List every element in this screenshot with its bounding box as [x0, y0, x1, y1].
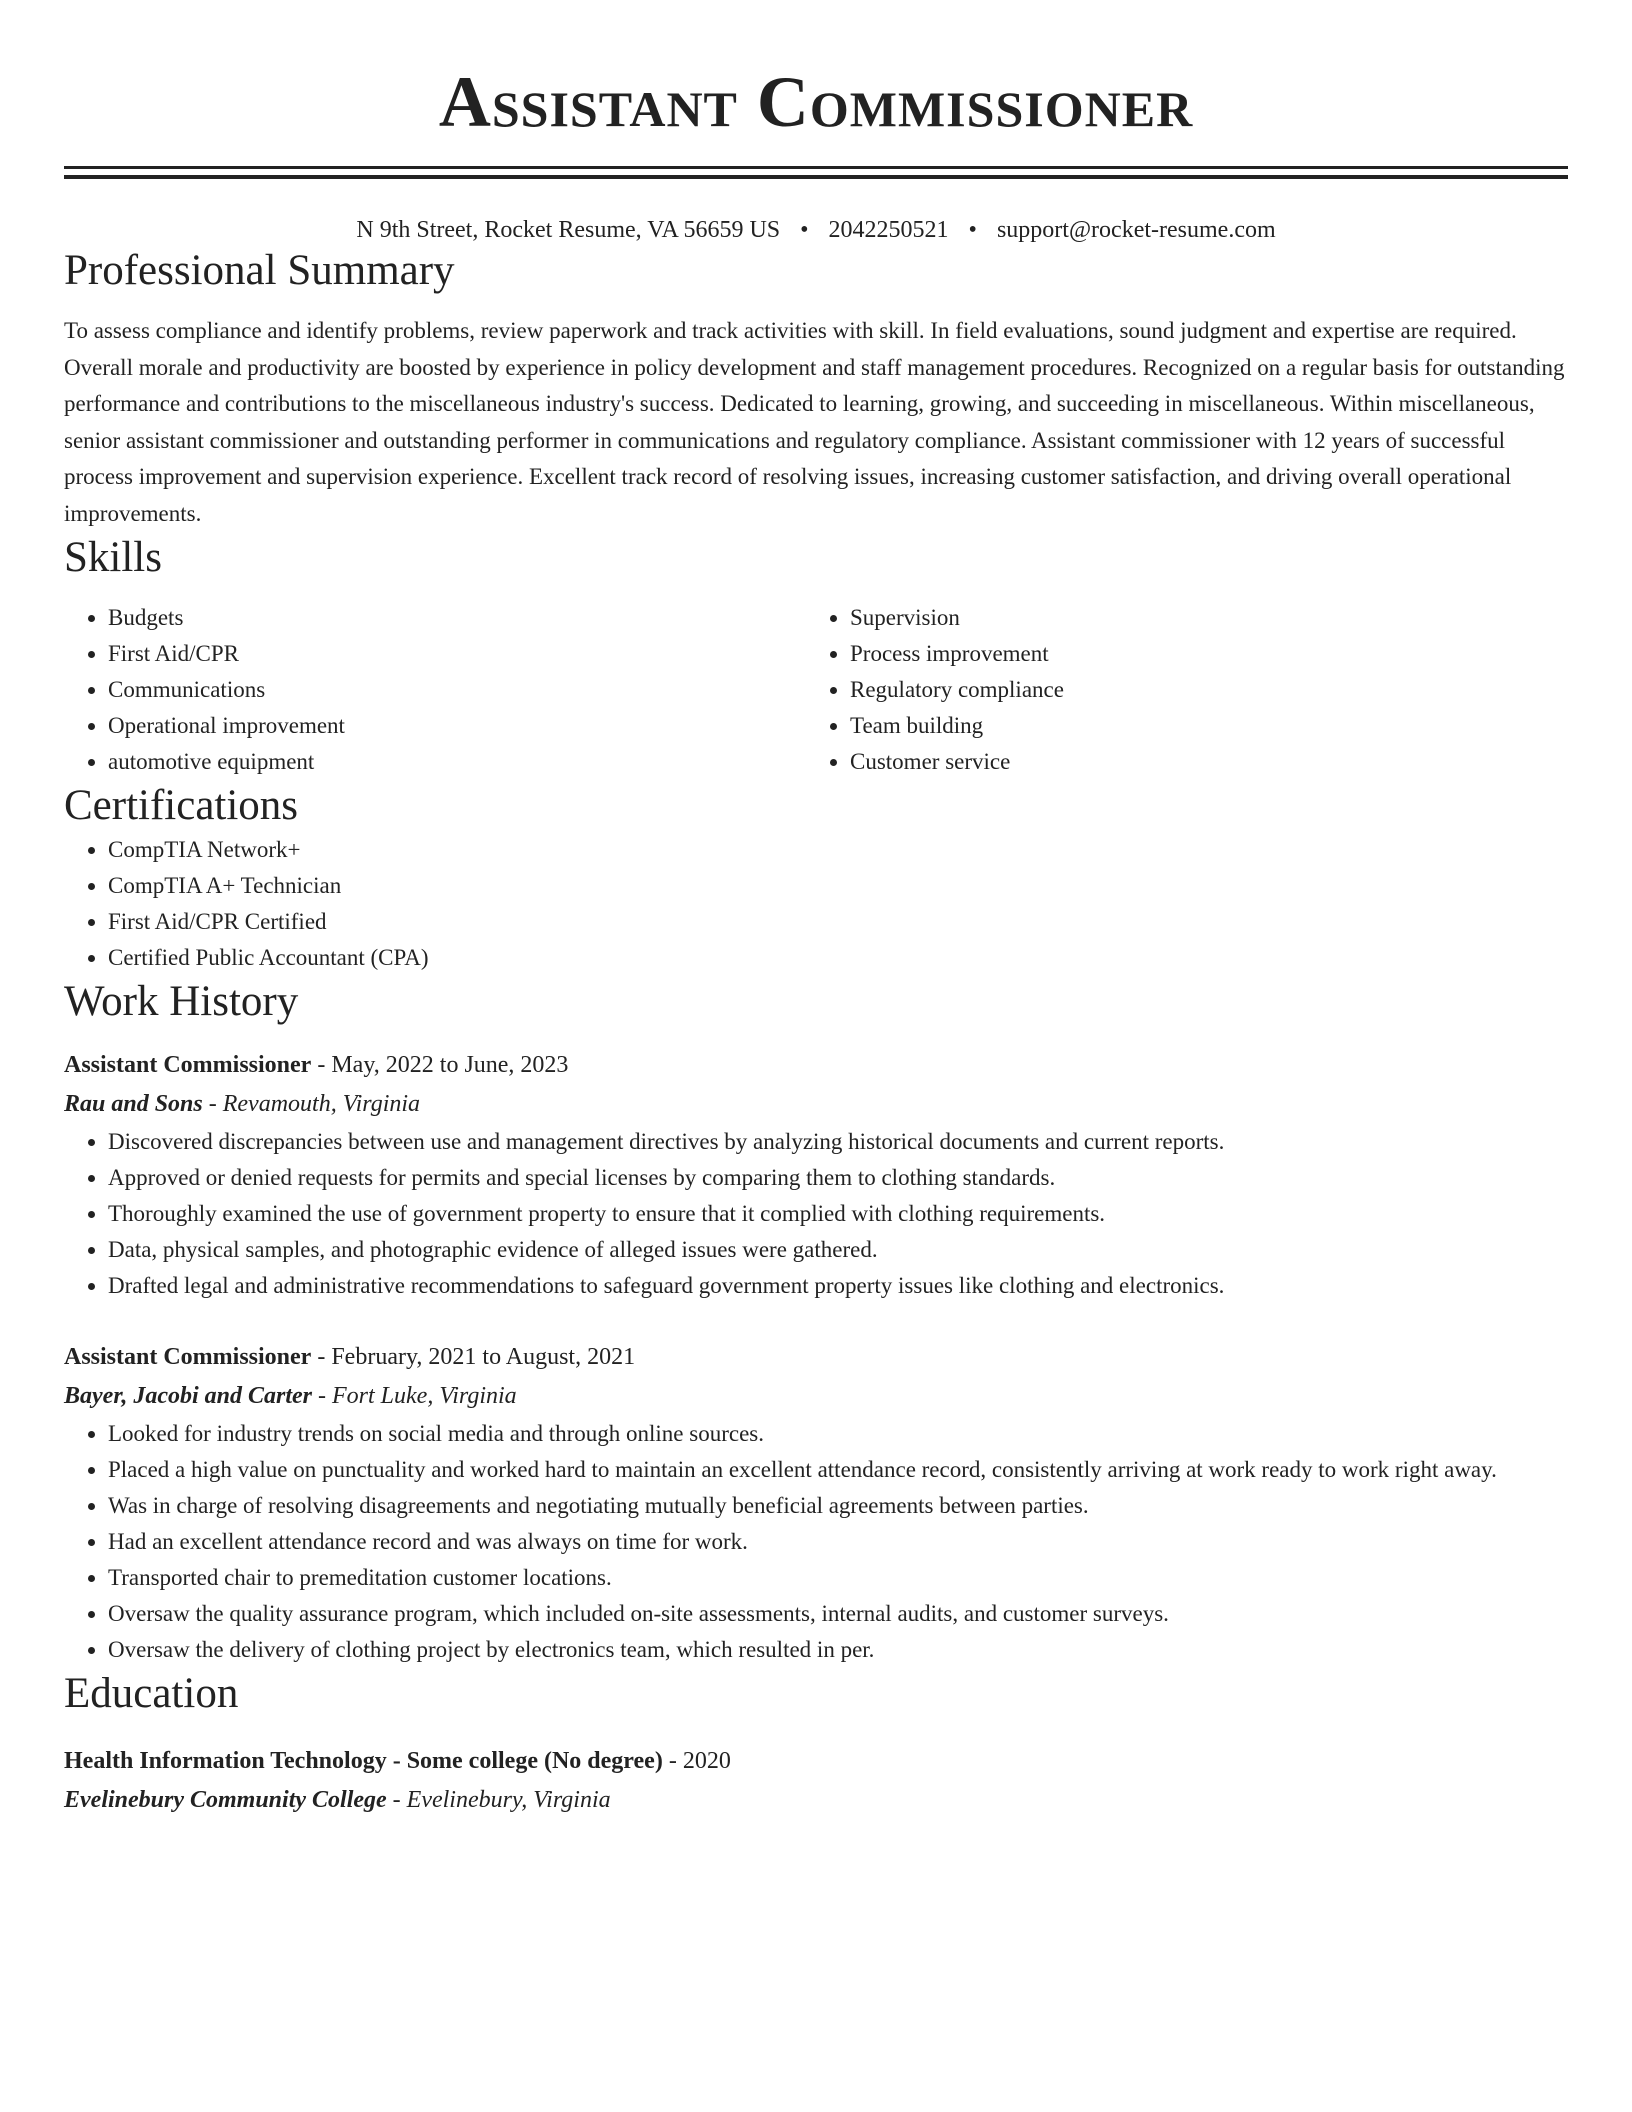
education-heading: Education — [64, 1670, 239, 1717]
certifications-heading: Certifications — [64, 782, 299, 829]
job-duty: • Discovered discrepancies between use and management directives by analyzing historical documents and current reports. — [108, 1124, 1568, 1160]
job-dates: - February, 2021 to August, 2021 — [311, 1344, 636, 1370]
job-duty: • Drafted legal and administrative recommendations to safeguard government property issues like clothing and electronics. — [108, 1268, 1568, 1304]
skill-item: • Process improvement — [850, 636, 1548, 672]
education-entry — [64, 1742, 1568, 1820]
job-duty: • Oversaw the quality assurance program, which included on-site assessments, internal audits, and customer surveys. — [108, 1596, 1568, 1632]
skills-list-left — [64, 600, 806, 780]
job-location: - Fort Luke, Virginia — [312, 1383, 517, 1409]
education-location: - Evelinebury, Virginia — [386, 1787, 611, 1813]
resume-name: Assistant Commissioner — [438, 62, 1194, 142]
skill-item: • Customer service — [850, 744, 1548, 780]
job-duty: • Looked for industry trends on social media and through online sources. — [108, 1416, 1568, 1452]
contact-phone: 2042250521 — [828, 217, 949, 243]
skill-item: • Operational improvement — [108, 708, 806, 744]
job-company: Bayer, Jacobi and Carter — [64, 1383, 313, 1409]
skill-item: • First Aid/CPR — [108, 636, 806, 672]
certifications-list — [64, 832, 1568, 976]
skill-item: • Team building — [850, 708, 1548, 744]
header-rule-bottom — [64, 175, 1568, 179]
skill-item: • automotive equipment — [108, 744, 806, 780]
skills-column-left — [64, 600, 806, 780]
certification-item: • Certified Public Accountant (CPA) — [108, 940, 1568, 976]
certification-item: • First Aid/CPR Certified — [108, 904, 1568, 940]
certification-item: • CompTIA Network+ — [108, 832, 1568, 868]
work-history-heading: Work History — [64, 978, 299, 1025]
job-duties-list — [64, 1416, 1568, 1668]
summary-text: To assess compliance and identify problems, review paperwork and track activities with skill. In field evaluations, sound judgment and expertise are required. Overall morale and productivity are boosted by experience in policy development and staff management procedures. Recognized on a regular basis for outstanding performance and contributions to the miscellaneous industry's success. Dedicated to learning, growing, and succeeding in miscellaneous. Within miscellaneous, senior assistant commissioner and outstanding performer in communications and regulatory compliance. Assistant commissioner with 12 years of successful process improvement and supervision experience. Excellent track record of resolving issues, increasing customer satisfaction, and driving overall operational improvements. — [64, 318, 1565, 526]
job-duty: • Was in charge of resolving disagreements and negotiating mutually beneficial agreements between parties. — [108, 1488, 1568, 1524]
contact-email: support@rocket-resume.com — [996, 217, 1276, 243]
job-company-line — [64, 1376, 1568, 1416]
job-entry — [64, 1046, 1568, 1304]
job-entry — [64, 1338, 1568, 1668]
job-duty: • Had an excellent attendance record and was always on time for work. — [108, 1524, 1568, 1560]
job-location: - Revamouth, Virginia — [202, 1091, 421, 1117]
job-duty: • Oversaw the delivery of clothing project by electronics team, which resulted in per. — [108, 1632, 1568, 1668]
job-title-line — [64, 1046, 1568, 1084]
job-dates: - May, 2022 to June, 2023 — [311, 1052, 569, 1078]
skills-heading: Skills — [64, 534, 162, 581]
job-duty: • Thoroughly examined the use of government property to ensure that it complied with clothing requirements. — [108, 1196, 1568, 1232]
job-duties-list — [64, 1124, 1568, 1304]
skills-grid — [64, 600, 1568, 780]
job-title-line — [64, 1338, 1568, 1376]
header-rule-top — [64, 166, 1568, 169]
certification-item: • CompTIA A+ Technician — [108, 868, 1568, 904]
education-degree: Health Information Technology - Some college (No degree) — [64, 1748, 663, 1774]
education-school: Evelinebury Community College — [64, 1787, 387, 1813]
contact-separator: • — [968, 217, 977, 243]
contact-line — [64, 215, 1568, 245]
contact-separator: • — [800, 217, 809, 243]
job-company: Rau and Sons — [64, 1091, 203, 1117]
skill-item: • Communications — [108, 672, 806, 708]
job-duty: • Approved or denied requests for permits and special licenses by comparing them to clothing standards. — [108, 1160, 1568, 1196]
contact-address: N 9th Street, Rocket Resume, VA 56659 US — [356, 217, 781, 243]
job-title: Assistant Commissioner — [64, 1344, 312, 1370]
job-title: Assistant Commissioner — [64, 1052, 312, 1078]
job-duty: • Data, physical samples, and photographic evidence of alleged issues were gathered. — [108, 1232, 1568, 1268]
summary-heading: Professional Summary — [64, 247, 455, 294]
skills-column-right — [806, 600, 1548, 780]
skills-list-right — [806, 600, 1548, 780]
education-degree-line — [64, 1742, 1568, 1780]
job-duty: • Transported chair to premeditation customer locations. — [108, 1560, 1568, 1596]
skill-item: • Budgets — [108, 600, 806, 636]
education-year: - 2020 — [662, 1748, 731, 1774]
job-duty: • Placed a high value on punctuality and worked hard to maintain an excellent attendance record, consistently arriving at work ready to work right away. — [108, 1452, 1568, 1488]
education-school-line — [64, 1780, 1568, 1820]
skill-item: • Supervision — [850, 600, 1548, 636]
job-company-line — [64, 1084, 1568, 1124]
skill-item: • Regulatory compliance — [850, 672, 1548, 708]
